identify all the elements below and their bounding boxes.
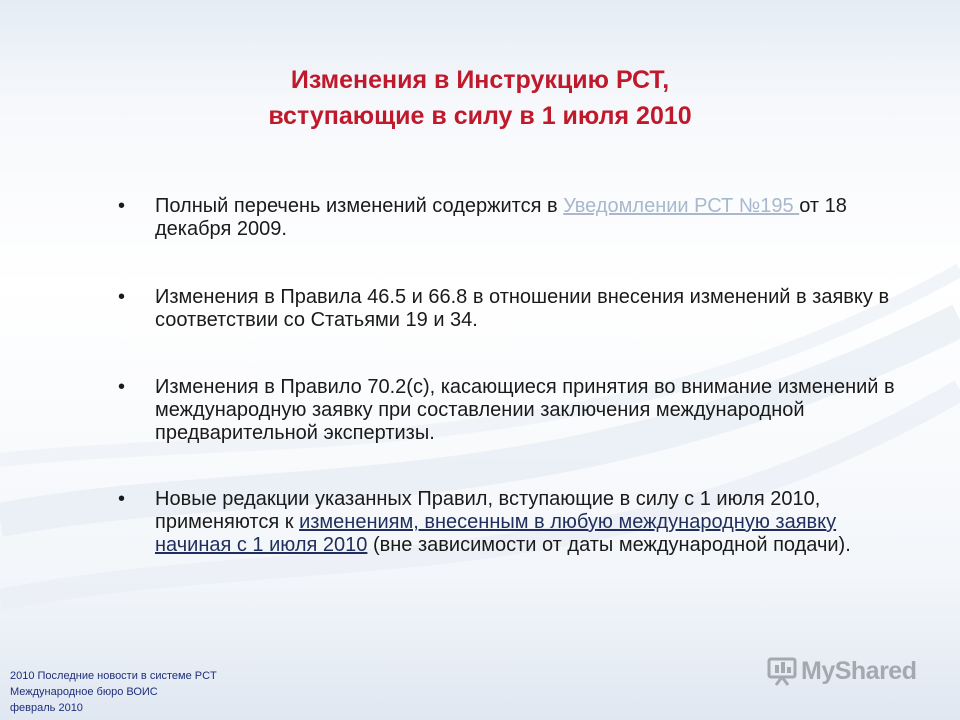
amendments-link[interactable]: изменениям, внесенным в любую международную заявку начиная с 1 июля 2010 [155, 511, 837, 556]
bullet-text: Изменения в Правило 70.2(с), касающиеся принятия во внимание изменений в международную заявку при составлении заключения международной предварительной экспертизы. [155, 376, 895, 444]
bullet-text: Полный перечень изменений содержится в [155, 195, 564, 217]
bullet-text: от 18 декабря 2009. [155, 195, 847, 240]
bullet-symbol: • [118, 376, 126, 398]
pct-notice-195-link[interactable]: Уведомлении РСТ №195 [563, 195, 800, 217]
bullet-item-rule-70-2 [118, 376, 908, 445]
slide-title-line-1: Изменения в Инструкцию РСТ, [290, 66, 670, 94]
bullet-text: Изменения в Правила 46.5 и 66.8 в отношении внесения изменений в заявку в соответствии со Статьями 19 и 34. [155, 286, 890, 331]
presentation-board-icon [766, 655, 798, 687]
bullet-item-full-list [118, 195, 908, 241]
footer-line-1: 2010 Последние новости в системе PCT [10, 670, 217, 682]
bullet-symbol: • [118, 195, 126, 217]
watermark-text: MyShared [801, 656, 917, 685]
footer-line-3: февраль 2010 [10, 702, 83, 714]
slide-title [0, 62, 960, 134]
bullet-item-rules-46-66 [118, 286, 908, 332]
bullet-symbol: • [118, 488, 126, 510]
bullet-text: (вне зависимости от даты международной подачи). [367, 534, 851, 556]
footer-line-2: Международное бюро ВОИС [10, 686, 158, 698]
slide-footer [10, 668, 217, 716]
myshared-watermark [766, 655, 916, 687]
bullet-symbol: • [118, 286, 126, 308]
bullet-text: Новые редакции указанных Правил, вступающие в силу с 1 июля 2010, применяются к [155, 488, 821, 533]
bullet-item-new-rules [118, 488, 908, 557]
slide-title-line-2: вступающие в силу в 1 июля 2010 [268, 102, 692, 130]
